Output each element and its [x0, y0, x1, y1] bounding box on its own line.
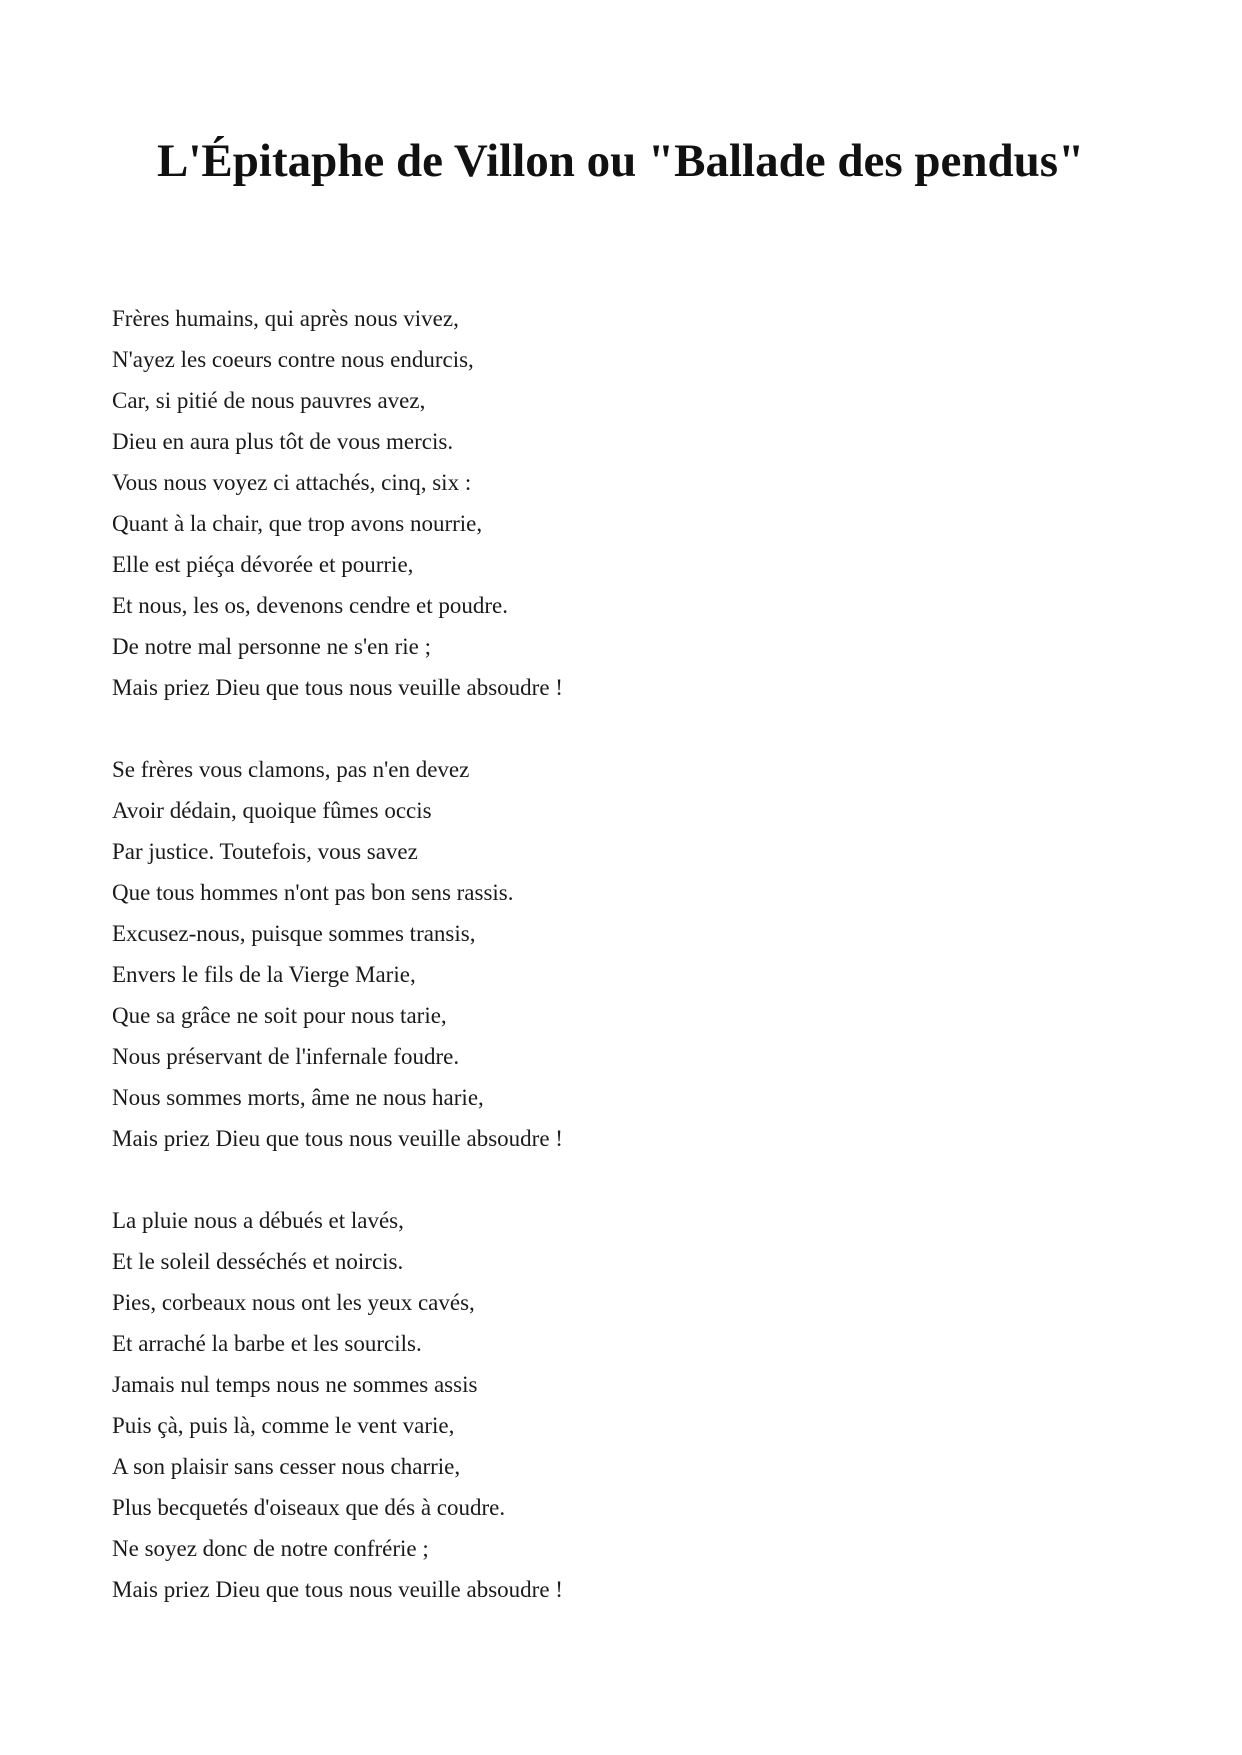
verse-line: Se frères vous clamons, pas n'en devez	[112, 757, 470, 782]
verse-line: Puis çà, puis là, comme le vent varie,	[112, 1413, 455, 1438]
verse-line: Ne soyez donc de notre confrérie ;	[112, 1536, 429, 1561]
verse-line: Par justice. Toutefois, vous savez	[112, 839, 418, 864]
verse-line: A son plaisir sans cesser nous charrie,	[112, 1454, 461, 1479]
verse-line: De notre mal personne ne s'en rie ;	[112, 634, 432, 659]
verse-line: N'ayez les coeurs contre nous endurcis,	[112, 347, 474, 372]
verse-line: Et nous, les os, devenons cendre et poudre.	[112, 593, 509, 618]
verse-line: Jamais nul temps nous ne sommes assis	[112, 1372, 478, 1397]
verse-line: Mais priez Dieu que tous nous veuille absoudre !	[112, 1126, 563, 1151]
verse-line: Quant à la chair, que trop avons nourrie,	[112, 511, 483, 536]
stanza-1	[112, 298, 1012, 708]
verse-line: Elle est piéça dévorée et pourrie,	[112, 552, 414, 577]
stanza-3	[112, 1200, 1012, 1610]
poem-title: L'Épitaphe de Villon ou "Ballade des pendus"	[157, 135, 1085, 187]
stanza-2	[112, 749, 1012, 1159]
verse-line: Mais priez Dieu que tous nous veuille absoudre !	[112, 675, 563, 700]
verse-line: Avoir dédain, quoique fûmes occis	[112, 798, 432, 823]
verse-line: Vous nous voyez ci attachés, cinq, six :	[112, 470, 472, 495]
verse-line: Mais priez Dieu que tous nous veuille absoudre !	[112, 1577, 563, 1602]
verse-line: Car, si pitié de nous pauvres avez,	[112, 388, 426, 413]
verse-line: Que tous hommes n'ont pas bon sens rassis.	[112, 880, 514, 905]
verse-line: La pluie nous a débués et lavés,	[112, 1208, 404, 1233]
verse-line: Dieu en aura plus tôt de vous mercis.	[112, 429, 454, 454]
verse-line: Et arraché la barbe et les sourcils.	[112, 1331, 422, 1356]
verse-line: Excusez-nous, puisque sommes transis,	[112, 921, 476, 946]
verse-line: Nous sommes morts, âme ne nous harie,	[112, 1085, 484, 1110]
verse-line: Envers le fils de la Vierge Marie,	[112, 962, 416, 987]
poem-body	[112, 298, 1012, 1651]
verse-line: Nous préservant de l'infernale foudre.	[112, 1044, 460, 1069]
verse-line: Pies, corbeaux nous ont les yeux cavés,	[112, 1290, 475, 1315]
verse-line: Et le soleil desséchés et noircis.	[112, 1249, 404, 1274]
verse-line: Plus becquetés d'oiseaux que dés à coudre.	[112, 1495, 506, 1520]
verse-line: Que sa grâce ne soit pour nous tarie,	[112, 1003, 447, 1028]
verse-line: Frères humains, qui après nous vivez,	[112, 306, 459, 331]
